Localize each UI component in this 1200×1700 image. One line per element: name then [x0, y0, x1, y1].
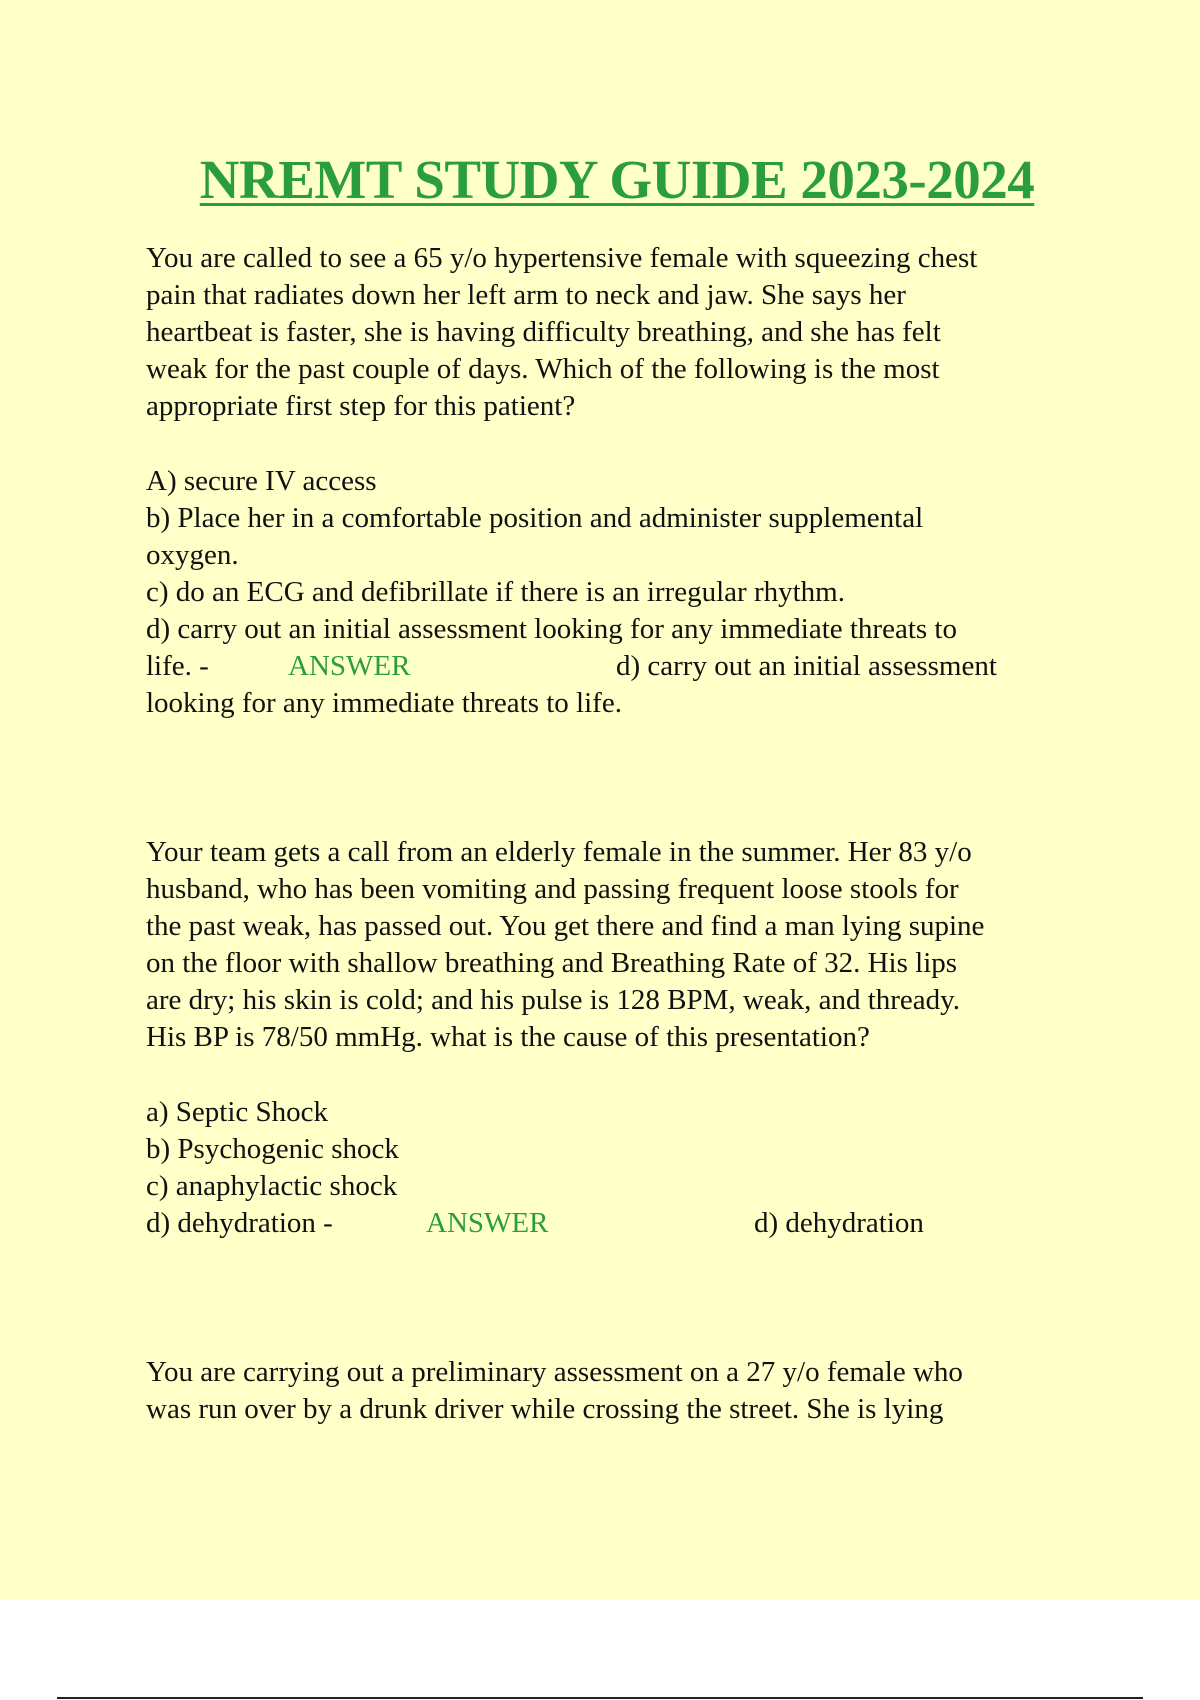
answer-row — [146, 648, 1106, 685]
answer-text-cont: looking for any immediate threats to life. — [146, 687, 622, 719]
question-text-line: weak for the past couple of days. Which of the following is the most — [146, 353, 940, 385]
answer-row — [146, 1205, 1106, 1242]
question-text-line: Your team gets a call from an elderly female in the summer. Her 83 y/o — [146, 836, 972, 868]
question-1 — [146, 240, 1106, 425]
answer-prefix: life. - — [146, 650, 209, 682]
question-2 — [146, 834, 1106, 1056]
answer-prefix: d) dehydration - — [146, 1207, 333, 1239]
option-c: c) do an ECG and defibrillate if there is an irregular rhythm. — [146, 576, 845, 608]
option-c: c) anaphylactic shock — [146, 1170, 398, 1202]
question-text-line: the past weak, has passed out. You get there and find a man lying supine — [146, 910, 985, 942]
question-text-line: was run over by a drunk driver while crossing the street. She is lying — [146, 1393, 944, 1425]
page-title: NREMT STUDY GUIDE 2023-2024 — [199, 149, 1035, 210]
option-a: A) secure IV access — [146, 465, 377, 497]
question-text-line: husband, who has been vomiting and passing frequent loose stools for — [146, 873, 959, 905]
question-3 — [146, 1354, 1106, 1428]
question-text-line: You are carrying out a preliminary assessment on a 27 y/o female who — [146, 1356, 963, 1388]
question-text-line: appropriate first step for this patient? — [146, 390, 576, 422]
option-b-cont: oxygen. — [146, 539, 239, 571]
footer-rule — [57, 1697, 1143, 1699]
question-text-line: are dry; his skin is cold; and his pulse is 128 BPM, weak, and thready. — [146, 984, 961, 1016]
question-text-line: on the floor with shallow breathing and Breathing Rate of 32. His lips — [146, 947, 958, 979]
question-text-line: You are called to see a 65 y/o hypertensive female with squeezing chest — [146, 242, 978, 274]
answer-label: ANSWER — [288, 650, 411, 682]
answer-label: ANSWER — [426, 1207, 549, 1239]
option-b: b) Place her in a comfortable position and administer supplemental — [146, 502, 924, 534]
question-2-options — [146, 1094, 1106, 1242]
answer-text: d) dehydration — [754, 1207, 924, 1239]
question-1-options — [146, 463, 1106, 722]
question-text-line: pain that radiates down her left arm to neck and jaw. She says her — [146, 279, 906, 311]
option-d: d) carry out an initial assessment looking for any immediate threats to — [146, 613, 957, 645]
answer-text: d) carry out an initial assessment — [616, 650, 997, 682]
question-text-line: heartbeat is faster, she is having difficulty breathing, and she has felt — [146, 316, 941, 348]
option-a: a) Septic Shock — [146, 1096, 329, 1128]
option-b: b) Psychogenic shock — [146, 1133, 399, 1165]
question-text-line: His BP is 78/50 mmHg. what is the cause of this presentation? — [146, 1021, 870, 1053]
